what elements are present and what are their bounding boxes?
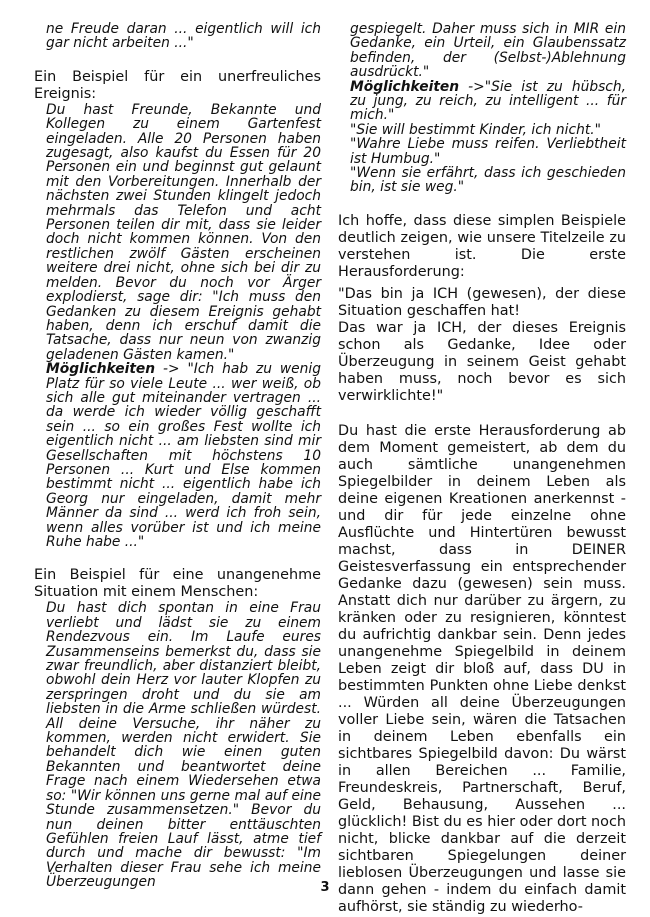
quote-it-was-me: "Das bin ja ICH (gewesen), der diese Situation geschaffen hat! bbox=[338, 285, 626, 319]
paragraph-challenge: Du hast die erste Herausforderung ab dem Moment gemeistert, ab dem du auch sämtliche unangenehmen Spiegelbilder in deinem Leben als deine eigenen Kreationen anerkennst - und dir für jede einzelne ohne Ausflüchte und Hintertüren bewusst machst, dass in DEINER Geistesverfassung ein entsprechender Gedanke dazu (gewesen) sein muss. Anstatt dich nur darüber zu ärgern, zu kränken oder zu resignieren, könntest du aufrichtig dankbar sein. Denn jedes unangenehme Spiegelbild in deinem Leben zeigt dir bloß auf, dass DU in bestimmten Punkten ohne Liebe denkst ... Würden all deine Überzeugungen voller Liebe sein, wären die Tatsachen in deinem Leben ebenfalls ein sichtbares Spiegelbild davon: Du wärst in allen Bereichen ... Familie, Freundeskreis, Partnerschaft, Beruf, Geld, Behausung, Aussehen ... glücklich! Bist du es hier oder dort noch nicht, blicke dankbar auf die derzeit sichtbaren Spiegelungen deiner lieblosen Überzeugungen und lasse sie dann gehen - indem du einfach damit aufhörst, sie ständig zu wiederho- bbox=[338, 422, 626, 915]
example-rendezvous: Du hast dich spontan in eine Frau verliebt und lädst sie zu einem Rendezvous ein. Im Laufe eures Zusammenseins bemerkst du, dass sie zwar freundlich, aber distanziert bleibt, obwohl dein Herz vor lauter Klopfen zu zerspringen droht und du sie am liebsten in die Arme schließen würdest. All deine Versuche, ihr näher zu kommen, werden nicht erwidert. Sie behandelt dich wie einen guten Bekannten und beantwortet deine Frage nach einem Wiedersehen etwa so: "Wir können uns gerne mal auf eine Stunde zusammensetzen." Bevor du nun deinen bitter enttäuschten Gefühlen freien Lauf lässt, atme tief durch und mache dir bewusst: "Im Verhalten dieser Frau sehe ich meine Überzeugungen bbox=[46, 600, 321, 891]
quote-children: "Sie will bestimmt Kinder, ich nicht." bbox=[350, 121, 601, 138]
example-garden-party: Du hast Freunde, Bekannte und Kollegen zu einem Gartenfest eingeladen. Alle 20 Personen haben zugesagt, also kaufst du Essen für 20 Personen ein und beginnst gut gelaunt mit den Vorbereitungen. Innerhalb der nächsten zwei Stunden klingelt jedoch mehrmals das Telefon und acht Personen teilen dir mit, dass sie leider doch nicht kommen können. Von den restlichen zwölf Gästen erscheinen weitere drei nicht, ohne sich bei dir zu melden. Bevor du noch vor Ärger explodierst, sage dir: "Ich muss den Gedanken zu diesem Ereignis gehabt haben, denn ich erschuf damit die Tatsache, dass nur neun von zwanzig geladenen Gästen kamen." bbox=[46, 101, 321, 363]
possibilities-label: Möglichkeiten bbox=[350, 78, 460, 95]
possibilities-paragraph-1 bbox=[34, 362, 321, 549]
possibilities-label: Möglichkeiten bbox=[46, 361, 156, 378]
quote-true-love: "Wahre Liebe muss reifen. Verliebtheit ist Humbug." bbox=[350, 136, 626, 167]
possibilities-text: -> "Ich hab zu wenig Platz für so viele Leute ... wer weiß, ob sich alle gut miteinander vertragen ... da werde ich wieder völlig geschafft sein ... so ein großes Fest wollte ich eigentlich nicht ... am liebsten sind mir Gesellschaften mit höchstens 10 Personen ... Kurt und Else kommen bestimmt nicht ... eigentlich habe ich Georg nur eingeladen, damit mehr Männer da sind ... werd ich froh sein, wenn alles vorüber ist und ich meine Ruhe habe ..." bbox=[46, 361, 321, 550]
intro-quote: ne Freude daran ... eigentlich will ich gar nicht arbeiten ..." bbox=[46, 21, 321, 52]
continuation-text: gespiegelt. Daher muss sich in MIR ein Gedanke, ein Urteil, ein Glaubenssatz befinden, der (Selbst-)Ablehnung ausdrückt." bbox=[350, 21, 626, 81]
quote-divorced: "Wenn sie erfährt, dass ich geschieden bin, ist sie weg." bbox=[350, 165, 626, 196]
quote-event-thought: Das war ja ICH, der dieses Ereignis schon als Gedanke, Idee oder Überzeugung in seinem Geist gehabt haben muss, noch bevor es sich verwirklichte!" bbox=[338, 319, 626, 404]
heading-unpleasant-situation: Ein Beispiel für eine unangenehme Situation mit einem Menschen: bbox=[34, 567, 321, 601]
left-column bbox=[34, 22, 321, 890]
page-number: 3 bbox=[320, 880, 330, 895]
possibilities-paragraph-2 bbox=[338, 80, 626, 123]
paragraph-examples: Ich hoffe, dass diese simplen Beispiele deutlich zeigen, wie unsere Titelzeile zu verstehen ist. Die erste Herausforderung: bbox=[338, 212, 626, 280]
possibilities-text: ->"Sie ist zu hübsch, zu jung, zu reich, zu intelligent ... für mich." bbox=[350, 78, 626, 124]
heading-unpleasant-event: Ein Beispiel für ein unerfreuliches Ereignis: bbox=[34, 68, 321, 102]
right-column bbox=[338, 22, 626, 916]
